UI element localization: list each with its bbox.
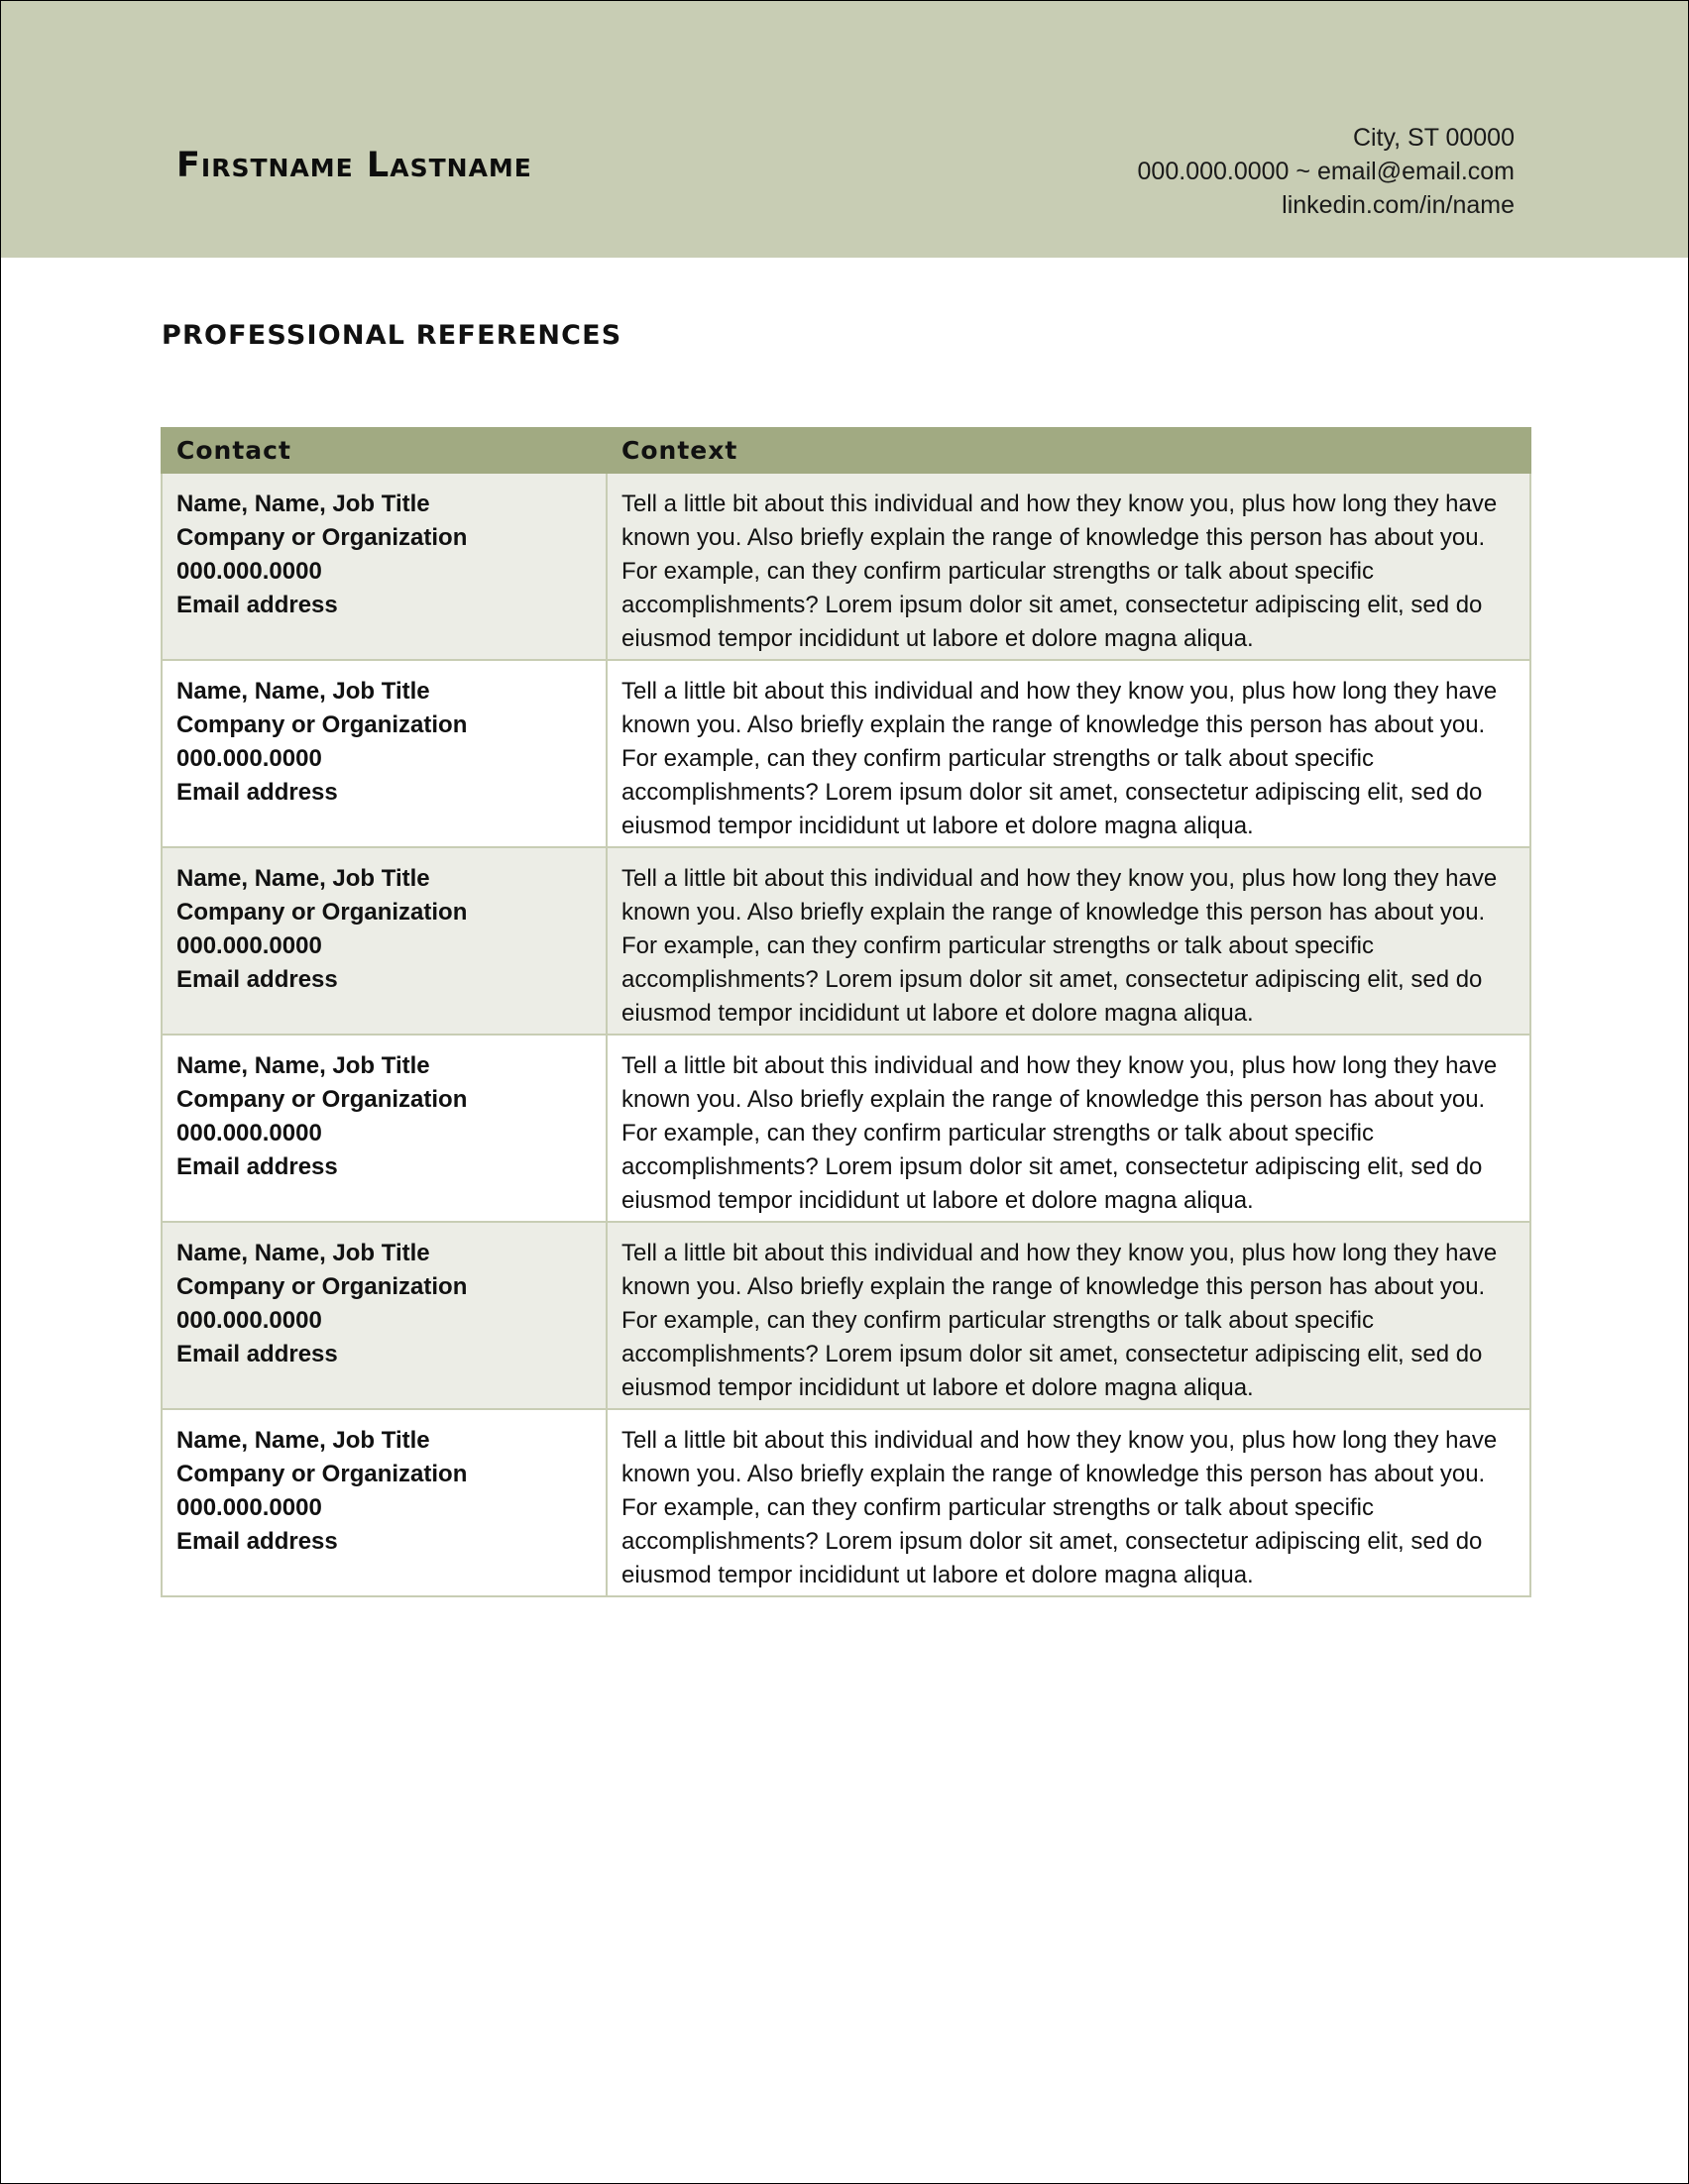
column-header-contact: Contact [162, 428, 607, 473]
location-text: City, ST 00000 [1352, 124, 1515, 152]
reference-phone: 000.000.0000 [176, 932, 322, 959]
context-cell: Tell a little bit about this individual and how they know you, plus how long they have known you. Also briefly explain the range of knowledge this person has about you. For example, can they confirm particular strengths or talk about specific accomplishments? Lorem ipsum dolor sit amet, consectetur adipiscing elit, sed do eiusmod tempor incididunt ut labore et dolore magna aliqua. [607, 473, 1530, 660]
context-cell: Tell a little bit about this individual and how they know you, plus how long they have known you. Also briefly explain the range of knowledge this person has about you. For example, can they confirm particular strengths or talk about specific accomplishments? Lorem ipsum dolor sit amet, consectetur adipiscing elit, sed do eiusmod tempor incididunt ut labore et dolore magna aliqua. [607, 660, 1530, 847]
reference-phone: 000.000.0000 [176, 745, 322, 772]
contact-info [1138, 121, 1515, 222]
table-row [162, 847, 1530, 1035]
candidate-name: Firstname Lastname [176, 146, 532, 185]
reference-name-title: Name, Name, Job Title [176, 865, 430, 892]
reference-name-title: Name, Name, Job Title [176, 491, 430, 517]
header-band [1, 1, 1688, 258]
contact-cell [162, 1035, 607, 1222]
reference-company: Company or Organization [176, 899, 468, 926]
context-cell: Tell a little bit about this individual and how they know you, plus how long they have known you. Also briefly explain the range of knowledge this person has about you. For example, can they confirm particular strengths or talk about specific accomplishments? Lorem ipsum dolor sit amet, consectetur adipiscing elit, sed do eiusmod tempor incididunt ut labore et dolore magna aliqua. [607, 1409, 1530, 1596]
reference-company: Company or Organization [176, 1086, 468, 1113]
context-cell: Tell a little bit about this individual and how they know you, plus how long they have known you. Also briefly explain the range of knowledge this person has about you. For example, can they confirm particular strengths or talk about specific accomplishments? Lorem ipsum dolor sit amet, consectetur adipiscing elit, sed do eiusmod tempor incididunt ut labore et dolore magna aliqua. [607, 847, 1530, 1035]
reference-phone: 000.000.0000 [176, 1120, 322, 1147]
reference-company: Company or Organization [176, 711, 468, 738]
reference-company: Company or Organization [176, 524, 468, 551]
table-row [162, 660, 1530, 847]
table-row [162, 1222, 1530, 1409]
reference-company: Company or Organization [176, 1461, 468, 1487]
reference-email: Email address [176, 966, 338, 993]
contact-cell [162, 1409, 607, 1596]
section-heading: PROFESSIONAL REFERENCES [162, 320, 622, 351]
linkedin-text: linkedin.com/in/name [1282, 191, 1515, 219]
reference-email: Email address [176, 779, 338, 806]
reference-name-title: Name, Name, Job Title [176, 1240, 430, 1266]
reference-email: Email address [176, 1153, 338, 1180]
contact-cell [162, 1222, 607, 1409]
table-header-row [162, 428, 1530, 473]
reference-company: Company or Organization [176, 1273, 468, 1300]
reference-email: Email address [176, 1341, 338, 1367]
contact-cell [162, 473, 607, 660]
reference-name-title: Name, Name, Job Title [176, 678, 430, 705]
references-table [161, 427, 1531, 1597]
reference-name-title: Name, Name, Job Title [176, 1427, 430, 1454]
reference-email: Email address [176, 592, 338, 618]
table-row [162, 1409, 1530, 1596]
reference-email: Email address [176, 1528, 338, 1555]
reference-phone: 000.000.0000 [176, 1494, 322, 1521]
reference-phone: 000.000.0000 [176, 558, 322, 585]
context-cell: Tell a little bit about this individual and how they know you, plus how long they have known you. Also briefly explain the range of knowledge this person has about you. For example, can they confirm particular strengths or talk about specific accomplishments? Lorem ipsum dolor sit amet, consectetur adipiscing elit, sed do eiusmod tempor incididunt ut labore et dolore magna aliqua. [607, 1035, 1530, 1222]
phone-email-text: 000.000.0000 ~ email@email.com [1137, 158, 1515, 185]
contact-cell [162, 660, 607, 847]
table-row [162, 1035, 1530, 1222]
contact-cell [162, 847, 607, 1035]
column-header-context: Context [607, 428, 1530, 473]
reference-phone: 000.000.0000 [176, 1307, 322, 1334]
reference-name-title: Name, Name, Job Title [176, 1052, 430, 1079]
context-cell: Tell a little bit about this individual and how they know you, plus how long they have known you. Also briefly explain the range of knowledge this person has about you. For example, can they confirm particular strengths or talk about specific accomplishments? Lorem ipsum dolor sit amet, consectetur adipiscing elit, sed do eiusmod tempor incididunt ut labore et dolore magna aliqua. [607, 1222, 1530, 1409]
table-row [162, 473, 1530, 660]
